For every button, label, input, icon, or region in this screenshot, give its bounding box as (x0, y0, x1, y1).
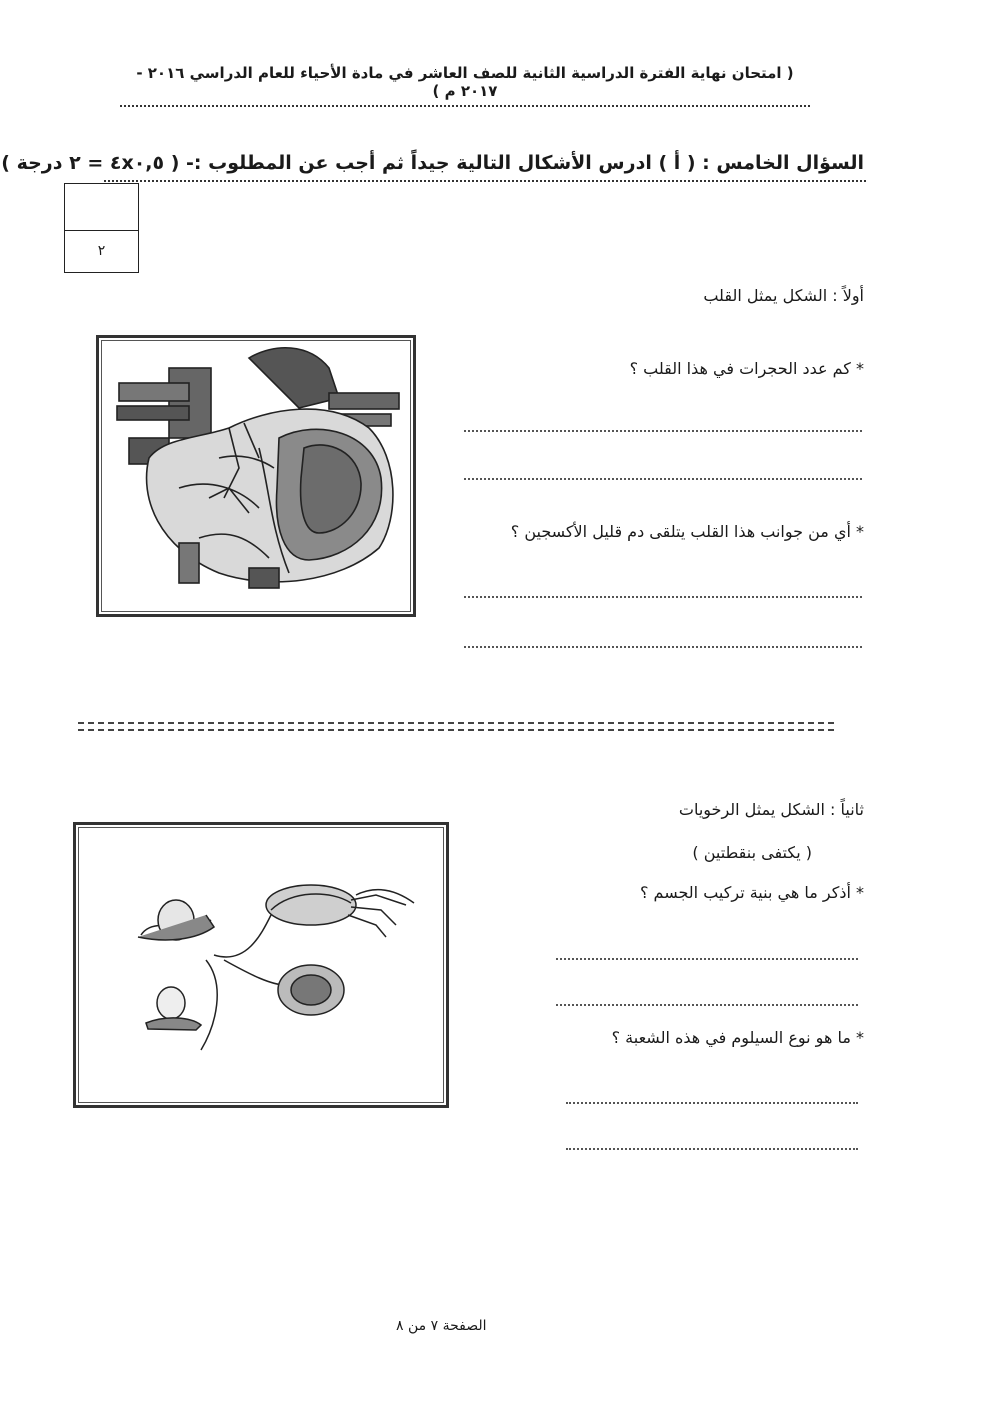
page-number: الصفحة ٧ من ٨ (396, 1318, 487, 1334)
part2-title: ثانياً : الشكل يمثل الرخويات (678, 800, 864, 819)
answer-line[interactable] (464, 646, 862, 648)
answer-line[interactable] (556, 1004, 858, 1006)
part2-question-1: * أذكر ما هي بنية تركيب الجسم ؟ (639, 883, 864, 902)
score-blank-cell (65, 184, 138, 231)
mollusks-diagram-image (76, 825, 446, 1105)
answer-line[interactable] (566, 1102, 858, 1104)
part1-title: أولاً : الشكل يمثل القلب (703, 286, 864, 305)
heart-diagram-image (99, 338, 413, 614)
part2-question-2: * ما هو نوع السيلوم في هذه الشعبة ؟ (611, 1028, 864, 1047)
mollusks-figure-frame (73, 822, 449, 1108)
part1-question-1: * كم عدد الحجرات في هذا القلب ؟ (629, 359, 864, 378)
score-box (64, 183, 139, 273)
exam-header: ( امتحان نهاية الفترة الدراسية الثانية للصف العاشر في مادة الأحياء للعام الدراسي ٢٠١٦ - ٢٠١٧ م ) (120, 64, 810, 107)
heart-figure-frame (96, 335, 416, 617)
answer-line[interactable] (566, 1148, 858, 1150)
answer-line[interactable] (464, 478, 862, 480)
section-divider (78, 722, 834, 731)
answer-line[interactable] (556, 958, 858, 960)
title-underline (104, 180, 866, 182)
part2-note: ( يكتفى بنقطتين ) (692, 843, 812, 862)
answer-line[interactable] (464, 430, 862, 432)
score-value: ٢ (97, 243, 106, 259)
part1-question-2: * أي من جوانب هذا القلب يتلقى دم قليل الأكسجين ؟ (510, 522, 864, 541)
answer-line[interactable] (464, 596, 862, 598)
question-title: السؤال الخامس : ( أ ) ادرس الأشكال التالية جيداً ثم أجب عن المطلوب :- ( ٤x٠,٥ = ٢ درجة ) (1, 152, 864, 174)
